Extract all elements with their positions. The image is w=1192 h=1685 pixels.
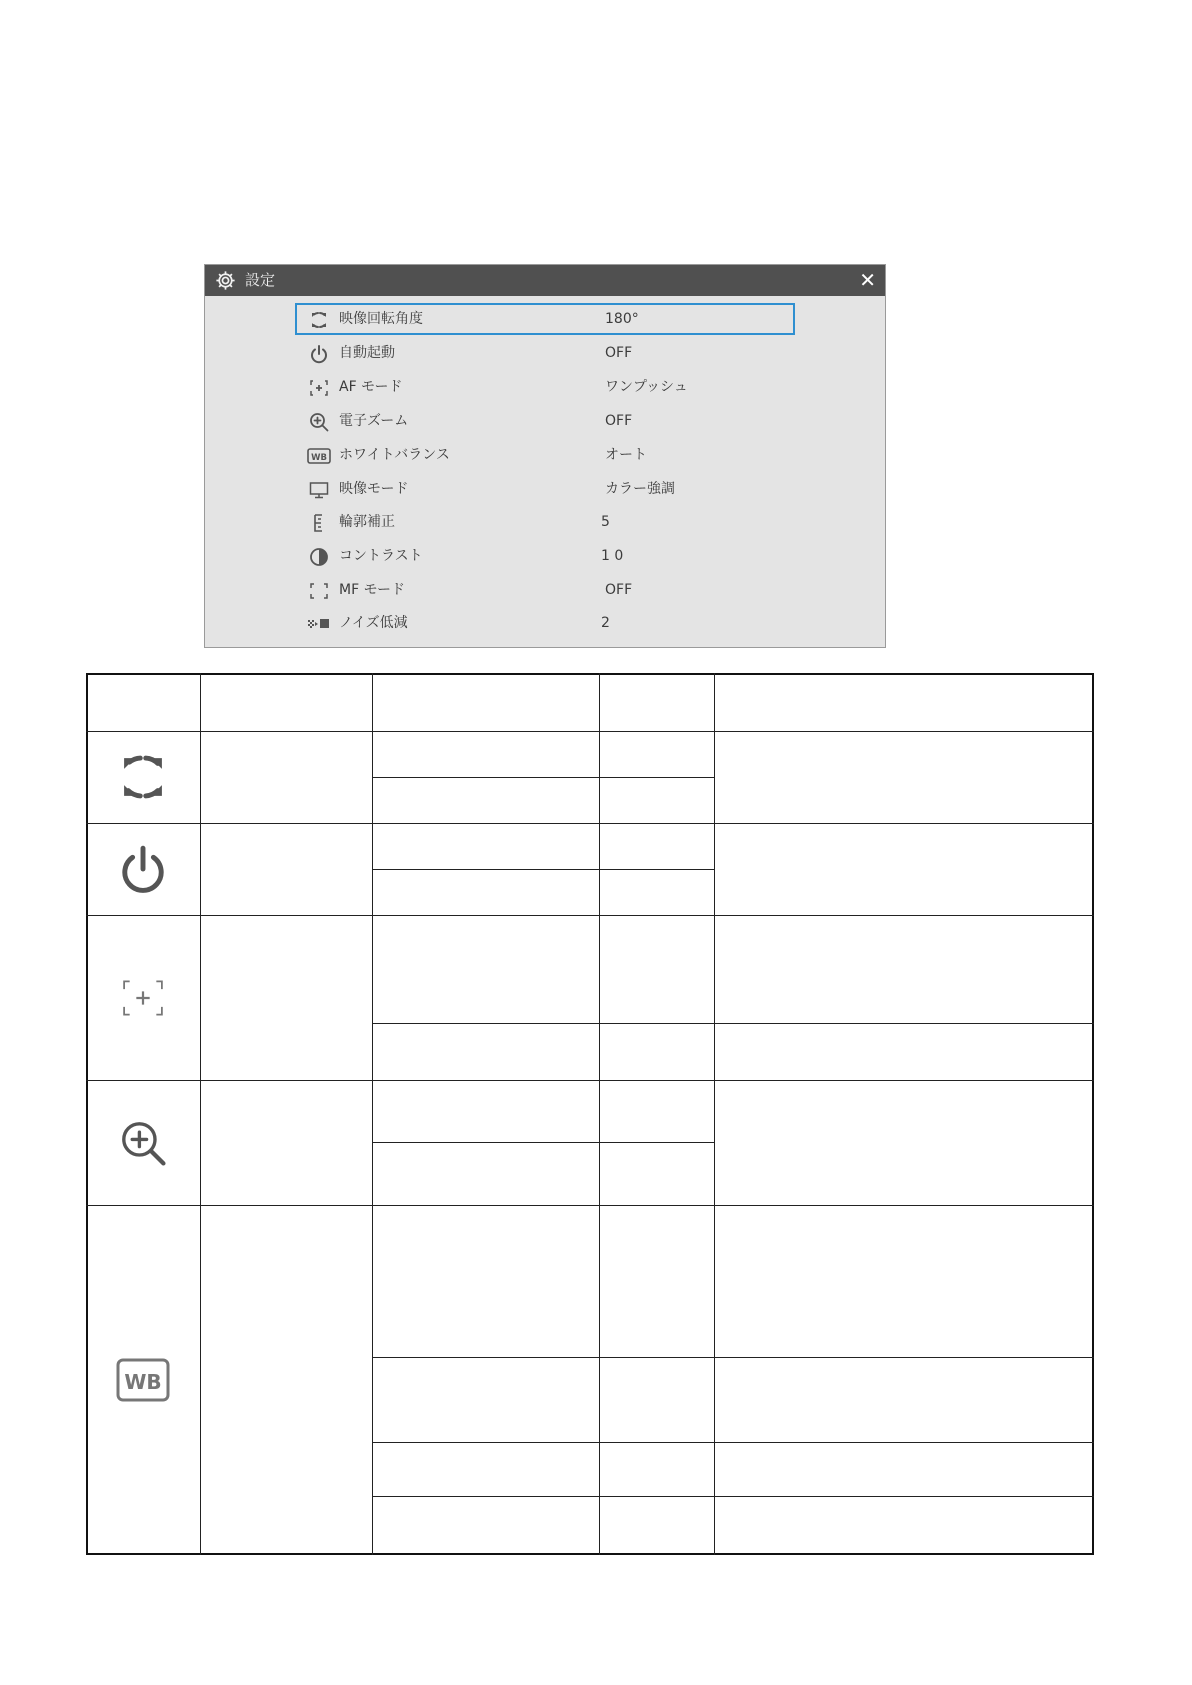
menu-value: OFF bbox=[605, 582, 633, 598]
menu-item-mf-mode[interactable] bbox=[295, 574, 795, 606]
table-rule bbox=[86, 915, 1094, 916]
table-rule bbox=[372, 1496, 1094, 1497]
table-frame bbox=[86, 673, 1094, 1555]
rotate-icon bbox=[309, 310, 329, 330]
dialog-titlebar bbox=[205, 265, 885, 296]
menu-item-auto-start[interactable] bbox=[295, 337, 795, 369]
menu-item-rotation[interactable] bbox=[295, 303, 795, 335]
menu-item-contrast[interactable] bbox=[295, 540, 795, 572]
menu-label: 映像回転角度 bbox=[339, 311, 423, 327]
menu-value: 5 bbox=[601, 514, 610, 530]
edge-icon bbox=[309, 513, 329, 533]
menu-value: 2 bbox=[601, 615, 610, 631]
menu-item-af-mode[interactable] bbox=[295, 371, 795, 403]
menu-label: コントラスト bbox=[339, 548, 423, 564]
table-icon-cell bbox=[86, 1080, 200, 1205]
menu-item-video-mode[interactable] bbox=[295, 473, 795, 505]
af-focus-icon bbox=[309, 378, 329, 398]
power-icon bbox=[117, 843, 169, 895]
menu-item-white-balance[interactable] bbox=[295, 439, 795, 471]
table-rule bbox=[372, 1357, 1094, 1358]
menu-item-noise-reduction[interactable] bbox=[295, 607, 795, 639]
noise-icon bbox=[307, 614, 331, 634]
table-rule bbox=[372, 777, 714, 778]
zoom-in-icon bbox=[119, 1119, 167, 1167]
settings-table bbox=[86, 673, 1094, 1555]
rotate-icon bbox=[116, 750, 170, 804]
menu-value: オート bbox=[605, 447, 647, 463]
menu-label: ホワイトバランス bbox=[339, 447, 450, 463]
table-icon-cell bbox=[86, 823, 200, 915]
wb-icon bbox=[115, 1356, 171, 1404]
menu-label: MF モード bbox=[339, 582, 406, 598]
close-icon[interactable]: ✕ bbox=[859, 268, 876, 292]
settings-dialog bbox=[204, 264, 886, 648]
table-rule bbox=[372, 673, 373, 1555]
menu-value: OFF bbox=[605, 413, 633, 429]
table-rule bbox=[372, 1142, 714, 1143]
menu-value: OFF bbox=[605, 345, 633, 361]
menu-label: 映像モード bbox=[339, 481, 409, 497]
menu-label: ノイズ低減 bbox=[339, 615, 408, 631]
zoom-in-icon bbox=[309, 412, 329, 432]
table-rule bbox=[372, 1023, 1094, 1024]
table-icon-cell bbox=[86, 915, 200, 1080]
menu-value: 1 0 bbox=[601, 548, 624, 564]
table-icon-cell bbox=[86, 731, 200, 823]
menu-item-edge-enhance[interactable] bbox=[295, 506, 795, 538]
gear-icon bbox=[214, 269, 237, 292]
menu-value: カラー強調 bbox=[605, 481, 675, 497]
table-rule bbox=[86, 1080, 1094, 1081]
contrast-icon bbox=[309, 547, 329, 567]
table-rule bbox=[599, 673, 600, 1555]
menu-label: AF モード bbox=[339, 379, 403, 395]
mf-focus-icon bbox=[309, 581, 329, 601]
dialog-title: 設定 bbox=[245, 271, 276, 289]
table-rule bbox=[86, 1205, 1094, 1206]
svg-text:WB: WB bbox=[311, 453, 327, 463]
svg-text:WB: WB bbox=[124, 1370, 162, 1394]
af-focus-icon bbox=[120, 978, 166, 1018]
table-rule bbox=[714, 673, 715, 1555]
table-rule bbox=[372, 869, 714, 870]
table-rule bbox=[200, 673, 201, 1555]
menu-item-digital-zoom[interactable] bbox=[295, 405, 795, 437]
power-icon bbox=[309, 344, 329, 364]
menu-value: 180° bbox=[605, 311, 639, 327]
menu-value: ワンプッシュ bbox=[605, 379, 688, 395]
menu-label: 輪郭補正 bbox=[339, 514, 395, 530]
table-rule bbox=[86, 823, 1094, 824]
monitor-icon bbox=[309, 480, 329, 500]
menu-label: 電子ズーム bbox=[339, 413, 409, 429]
table-icon-cell bbox=[86, 1205, 200, 1555]
table-rule bbox=[86, 731, 1094, 732]
table-rule bbox=[372, 1442, 1094, 1443]
wb-icon bbox=[307, 446, 331, 466]
menu-label: 自動起動 bbox=[339, 345, 395, 361]
